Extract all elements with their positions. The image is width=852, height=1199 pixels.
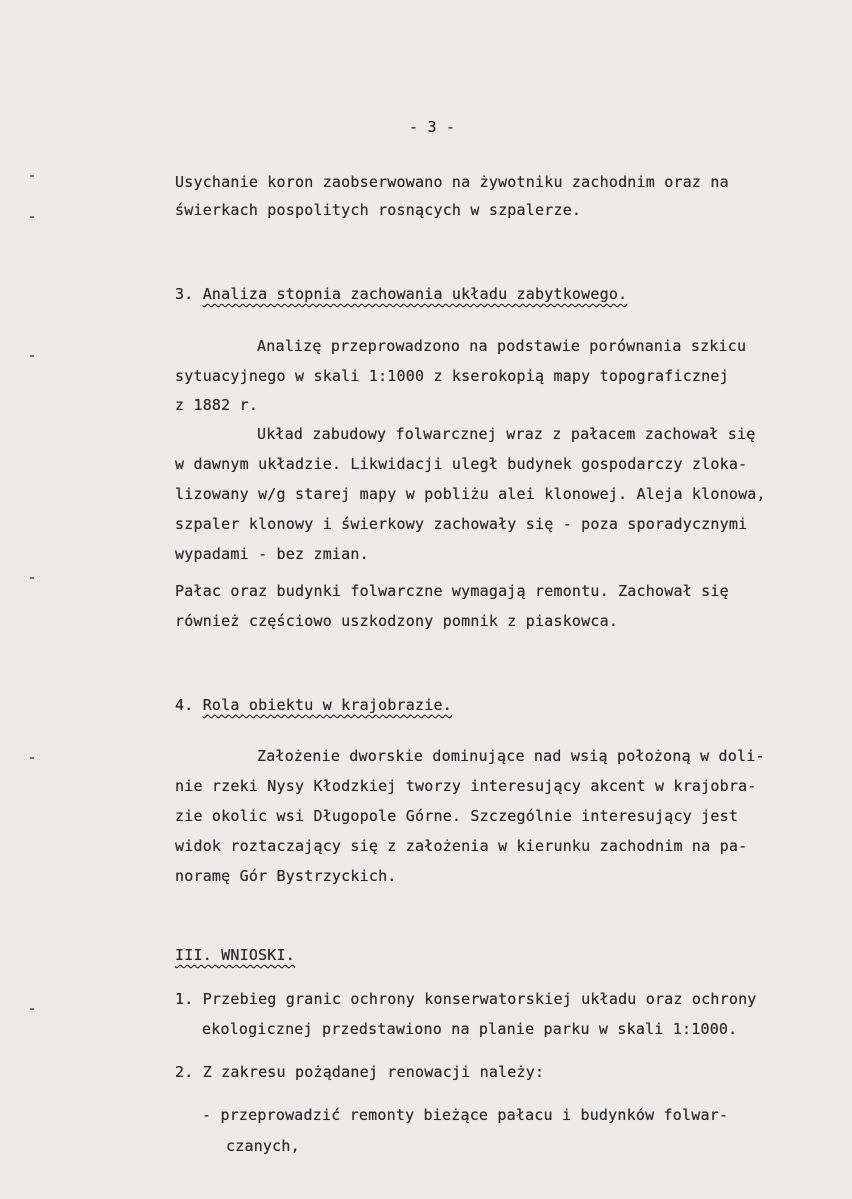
paragraph-line: szpaler klonowy i świerkowy zachowały się - poza sporadycznymi bbox=[175, 515, 748, 533]
section-heading bbox=[175, 284, 627, 304]
paragraph-line: również częściowo uszkodzony pomnik z piaskowca. bbox=[175, 612, 619, 630]
section-title: Analiza stopnia zachowania układu zabytkowego. bbox=[202, 285, 628, 303]
margin-mark bbox=[30, 577, 34, 579]
margin-mark bbox=[30, 355, 34, 357]
paragraph-line: Założenie dworskie dominujące nad wsią położoną w doli- bbox=[257, 747, 765, 765]
bullet-item: - przeprowadzić remonty bieżące pałacu i budynków folwar- bbox=[202, 1106, 729, 1124]
paragraph-line: lizowany w/g starej mapy w pobliżu alei klonowej. Aleja klonowa, bbox=[175, 485, 766, 503]
section-heading bbox=[175, 695, 452, 715]
paragraph-line: z 1882 r. bbox=[175, 396, 259, 414]
list-item: 2. Z zakresu pożądanej renowacji należy: bbox=[175, 1063, 545, 1081]
paragraph-line: wypadami - bez zmian. bbox=[175, 545, 369, 563]
list-item-continuation: ekologicznej przedstawiono na planie parku w skali 1:1000. bbox=[202, 1020, 738, 1038]
section-heading bbox=[175, 945, 295, 965]
list-item: 1. Przebieg granic ochrony konserwatorskiej układu oraz ochrony bbox=[175, 990, 757, 1008]
paragraph-line: sytuacyjnego w skali 1:1000 z kserokopią mapy topograficznej bbox=[175, 367, 729, 385]
paragraph-line: Usychanie koron zaobserwowano na żywotniku zachodnim oraz na bbox=[175, 173, 729, 191]
section-number: 4. bbox=[175, 696, 194, 714]
paragraph-line: Pałac oraz budynki folwarczne wymagają remontu. Zachował się bbox=[175, 582, 729, 600]
paragraph-line: widok roztaczający się z założenia w kierunku zachodnim na pa- bbox=[175, 837, 748, 855]
margin-mark bbox=[30, 757, 34, 759]
paragraph-line: w dawnym układzie. Likwidacji uległ budynek gospodarczy zloka- bbox=[175, 455, 748, 473]
margin-mark bbox=[30, 1008, 34, 1010]
section-title: Rola obiektu w krajobrazie. bbox=[202, 696, 452, 714]
section-number: 3. bbox=[175, 285, 194, 303]
bullet-item-continuation: czanych, bbox=[226, 1137, 300, 1155]
paragraph-line: zie okolic wsi Długopole Górne. Szczególnie interesujący jest bbox=[175, 807, 739, 825]
paragraph-line: Analizę przeprowadzono na podstawie porównania szkicu bbox=[257, 337, 747, 355]
section-title: III. WNIOSKI. bbox=[175, 946, 295, 964]
margin-mark bbox=[30, 216, 34, 218]
margin-mark bbox=[30, 175, 34, 177]
paragraph-line: świerkach pospolitych rosnących w szpalerze. bbox=[175, 201, 582, 219]
paragraph-line: noramę Gór Bystrzyckich. bbox=[175, 867, 397, 885]
page-number: - 3 - bbox=[409, 118, 456, 136]
paragraph-line: nie rzeki Nysy Kłodzkiej tworzy interesujący akcent w krajobra- bbox=[175, 777, 757, 795]
paragraph-line: Układ zabudowy folwarcznej wraz z pałacem zachował się bbox=[257, 425, 756, 443]
